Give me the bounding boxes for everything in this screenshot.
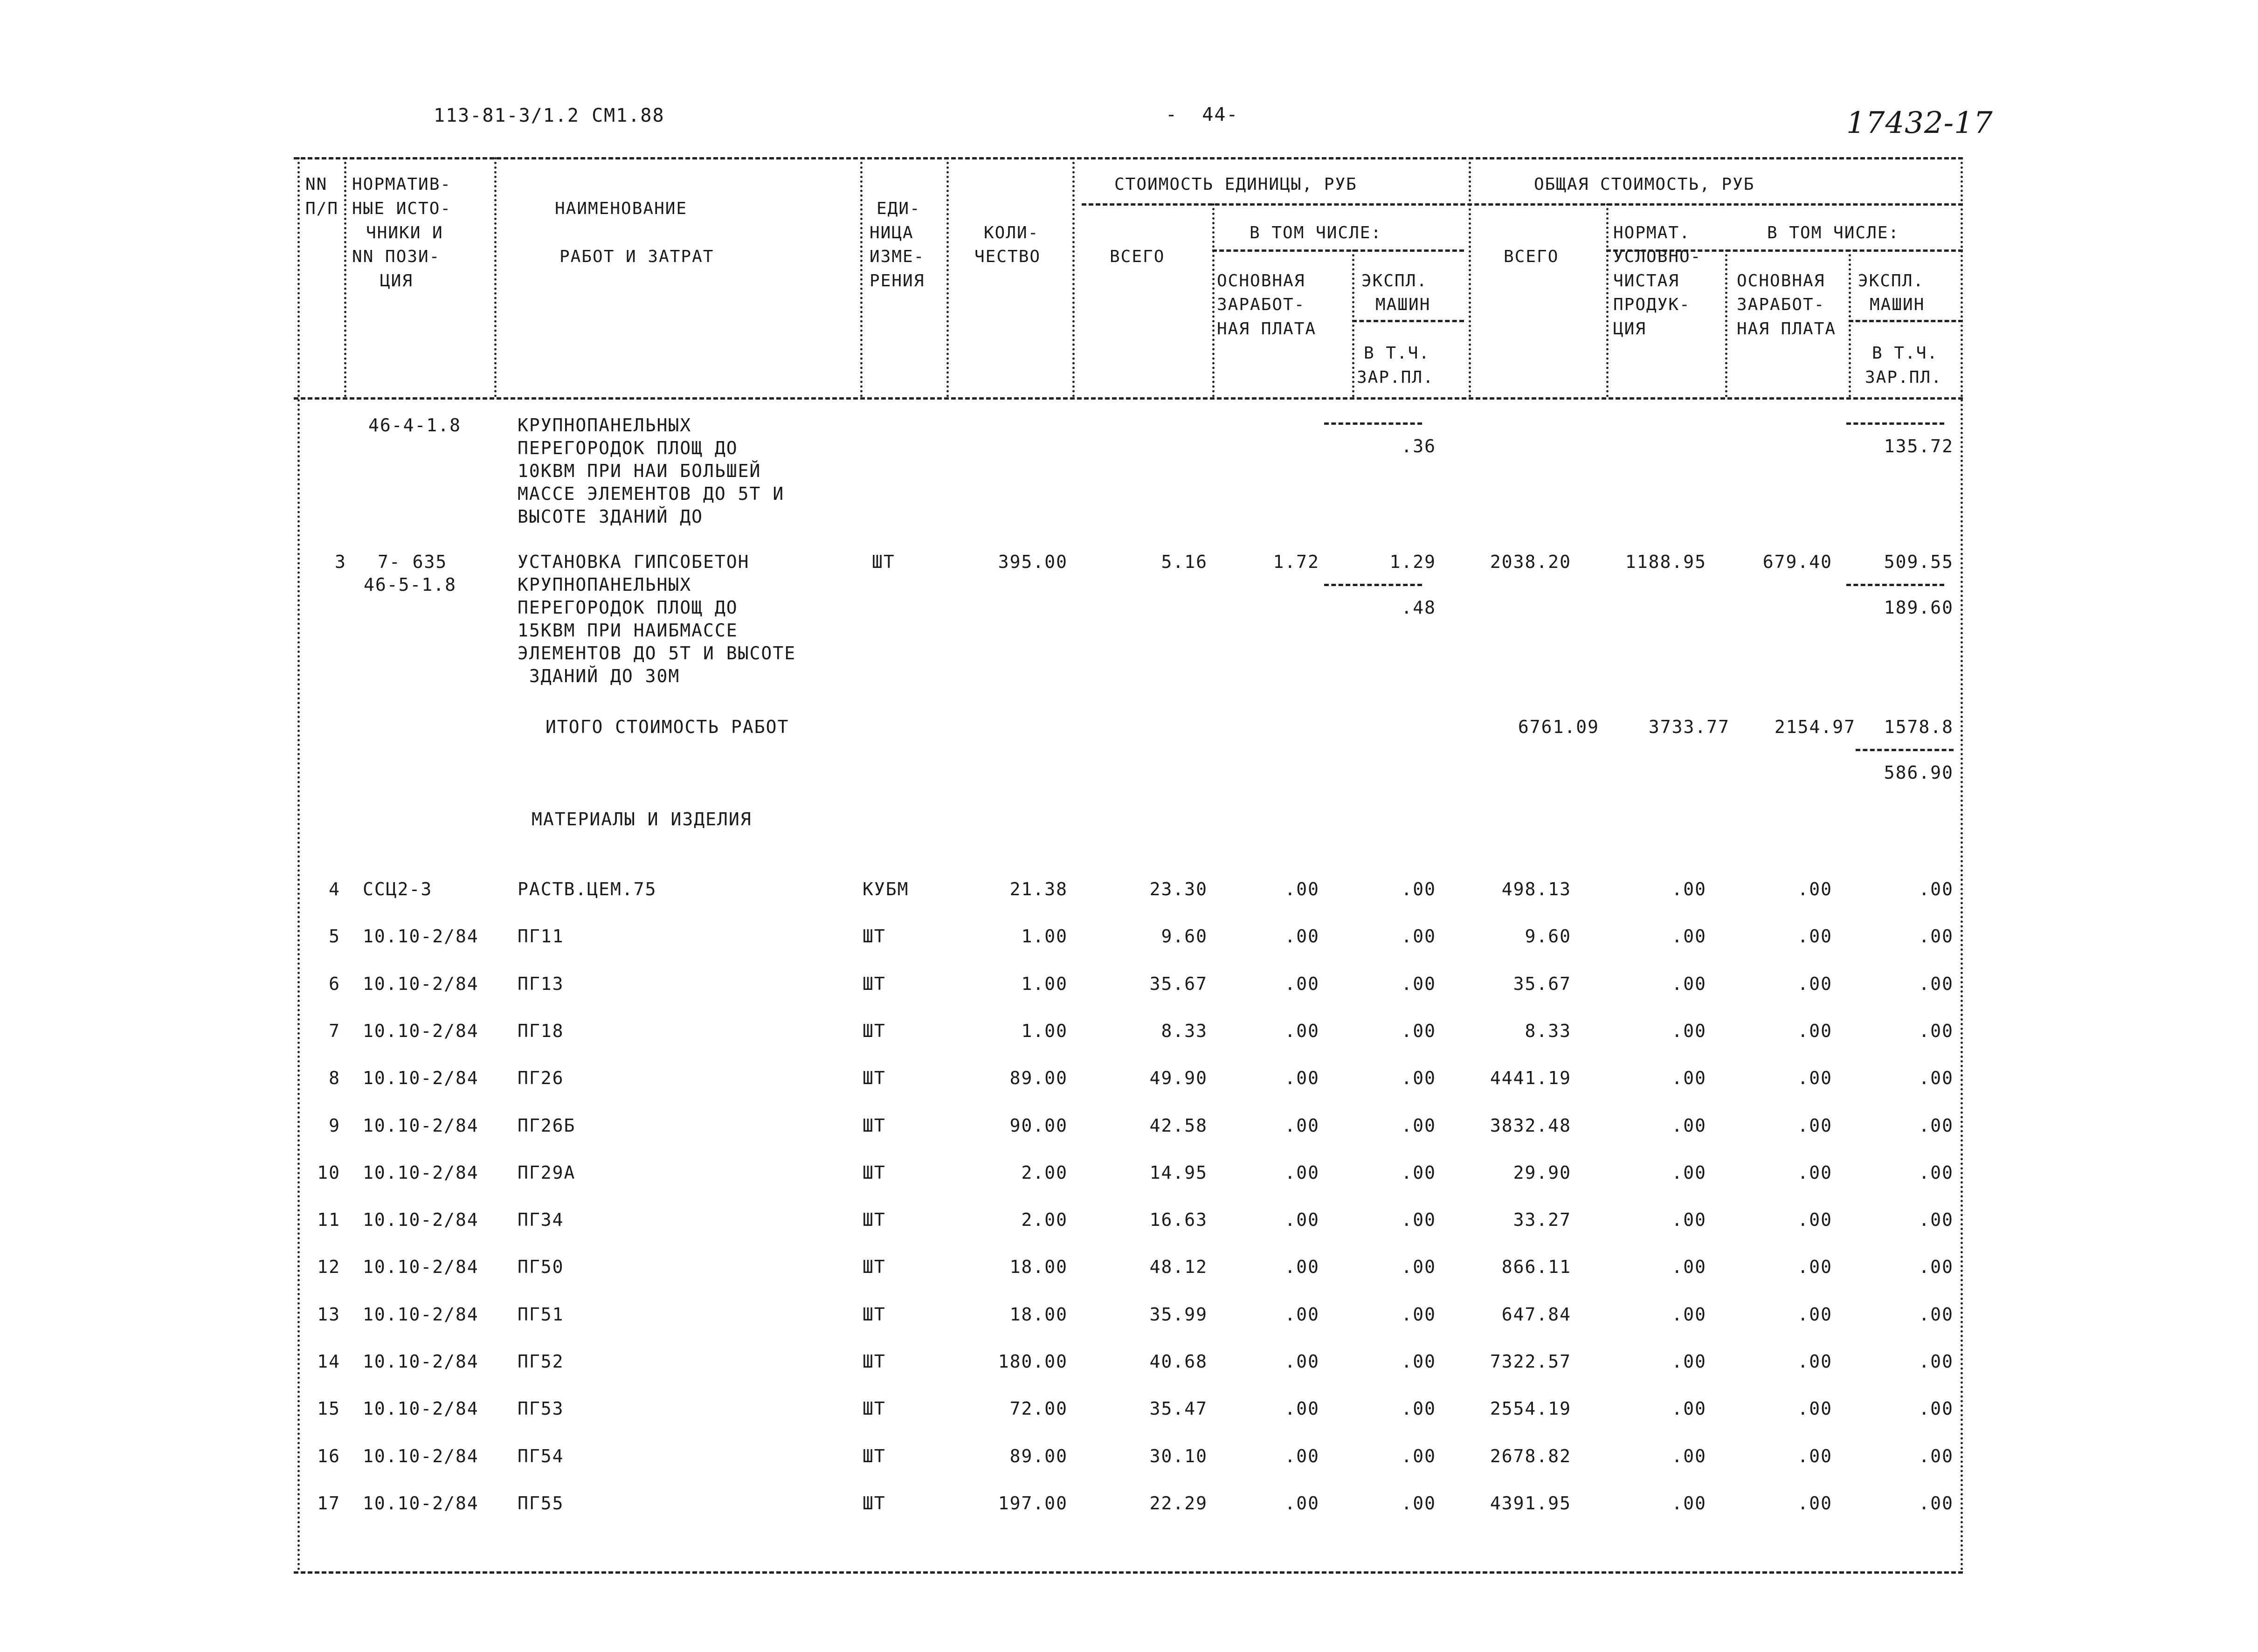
cell-t-osn: .00 [1797, 1021, 1832, 1041]
itogo-total-mash: 1578.8 [1884, 717, 1954, 737]
cell-t-osn: .00 [1797, 926, 1832, 947]
continued-norm: 46-4-1.8 [368, 415, 462, 435]
item3-total-all: 2038.20 [1490, 552, 1571, 572]
cell-t-osn: .00 [1797, 1115, 1832, 1136]
left-border [297, 157, 300, 1571]
header-total-normat-3: ЧИСТАЯ [1613, 271, 1680, 290]
cell-norm: 10.10-2/84 [363, 1493, 479, 1514]
cell-name: ПГ51 [518, 1304, 564, 1325]
right-border [1961, 157, 1963, 1571]
header-unit-osn-1: ОСНОВНАЯ [1217, 271, 1305, 290]
header-norm-4: NN ПОЗИ- [352, 247, 441, 266]
cell-t-norm: .00 [1671, 1398, 1706, 1419]
continued-total-zp: 135.72 [1884, 436, 1954, 456]
cell-name: РАСТВ.ЦЕМ.75 [518, 879, 657, 899]
materials-section-title: МАТЕРИАЛЫ И ИЗДЕЛИЯ [532, 809, 752, 829]
cell-qty: 90.00 [1009, 1115, 1068, 1136]
item3-name-6: ЗДАНИЙ ДО 30М [518, 666, 680, 686]
cell-name: ПГ13 [518, 974, 564, 994]
item3-unit: ШТ [872, 552, 895, 572]
header-total-vtch-2: ЗАР.ПЛ. [1865, 368, 1942, 387]
cell-t-mash: .00 [1919, 1115, 1954, 1136]
cell-t-norm: .00 [1671, 1210, 1706, 1230]
cell-u-osn: .00 [1284, 1446, 1319, 1466]
col-sep-nn [344, 157, 346, 397]
cell-t-norm: .00 [1671, 926, 1706, 947]
cell-u-all: 35.47 [1149, 1398, 1208, 1419]
header-total-v-tom: В ТОМ ЧИСЛЕ: [1767, 223, 1900, 242]
itogo-total-all: 6761.09 [1518, 717, 1599, 737]
cell-u-osn: .00 [1284, 879, 1319, 899]
cell-name: ПГ29А [518, 1162, 576, 1183]
cell-t-osn: .00 [1797, 1446, 1832, 1466]
cell-t-norm: .00 [1671, 1162, 1706, 1183]
item3-unit-all: 5.16 [1161, 552, 1208, 572]
cell-norm: 10.10-2/84 [363, 1304, 479, 1325]
cell-nn: 9 [329, 1115, 340, 1136]
header-total-vtch-1: В Т.Ч. [1872, 344, 1939, 363]
cell-nn: 6 [329, 974, 340, 994]
cell-qty: 72.00 [1009, 1398, 1068, 1419]
cell-unit: ШТ [863, 974, 886, 994]
cell-t-osn: .00 [1797, 1257, 1832, 1277]
total-zp-split-rule [1849, 320, 1963, 322]
cell-t-mash: .00 [1919, 879, 1954, 899]
header-unit-1: ЕДИ- [877, 199, 921, 218]
cell-nn: 13 [317, 1304, 340, 1325]
cell-u-osn: .00 [1284, 1115, 1319, 1136]
cell-qty: 180.00 [998, 1351, 1068, 1372]
cell-name: ПГ54 [518, 1446, 564, 1466]
cell-t-mash: .00 [1919, 974, 1954, 994]
item3-unit-mash: 1.29 [1389, 552, 1436, 572]
cell-u-osn: .00 [1284, 1257, 1319, 1277]
cell-u-mash: .00 [1401, 1257, 1436, 1277]
header-unit-vtch-1: В Т.Ч. [1364, 344, 1430, 363]
cell-u-osn: .00 [1284, 926, 1319, 947]
header-unit-2: НИЦА [870, 223, 914, 242]
item3-name-2: КРУПНОПАНЕЛЬНЫХ [518, 574, 692, 595]
header-total-vsego: ВСЕГО [1504, 247, 1559, 266]
cell-nn: 17 [317, 1493, 340, 1514]
item3-nn: 3 [335, 552, 346, 572]
header-unit-ekspl-2: МАШИН [1375, 295, 1431, 314]
cell-t-mash: .00 [1919, 1210, 1954, 1230]
table-bottom-rule [294, 1571, 1963, 1574]
col-sep-name [860, 157, 863, 397]
cell-norm: 10.10-2/84 [363, 1210, 479, 1230]
header-unit-osn-3: НАЯ ПЛАТА [1217, 319, 1317, 339]
cell-norm: 10.10-2/84 [363, 1351, 479, 1372]
cell-u-all: 49.90 [1149, 1068, 1208, 1088]
item3-unit-zp: .48 [1401, 597, 1436, 618]
page-number: - 44- [1166, 104, 1239, 125]
cell-qty: 197.00 [998, 1493, 1068, 1514]
item3-total-norm: 1188.95 [1625, 552, 1706, 572]
cell-t-all: 2678.82 [1490, 1446, 1571, 1466]
cell-u-mash: .00 [1401, 974, 1436, 994]
header-name-1: НАИМЕНОВАНИЕ [555, 199, 688, 218]
cell-nn: 12 [317, 1257, 340, 1277]
cell-u-osn: .00 [1284, 1210, 1319, 1230]
cell-name: ПГ52 [518, 1351, 564, 1372]
cell-u-osn: .00 [1284, 1068, 1319, 1088]
cell-unit: ШТ [863, 1115, 886, 1136]
cell-t-mash: .00 [1919, 1304, 1954, 1325]
cell-qty: 18.00 [1009, 1304, 1068, 1325]
cell-u-osn: .00 [1284, 1162, 1319, 1183]
item3-unit-zp-dash [1324, 584, 1422, 586]
header-total-normat-4: ПРОДУК- [1613, 295, 1691, 314]
cell-u-osn: .00 [1284, 1493, 1319, 1514]
cell-name: ПГ18 [518, 1021, 564, 1041]
header-total-ekspl-1: ЭКСПЛ. [1858, 271, 1925, 290]
cell-t-norm: .00 [1671, 1304, 1706, 1325]
cell-nn: 5 [329, 926, 340, 947]
item3-name-1: УСТАНОВКА ГИПСОБЕТОН [518, 552, 750, 572]
cell-t-norm: .00 [1671, 1351, 1706, 1372]
cell-t-all: 2554.19 [1490, 1398, 1571, 1419]
cell-t-norm: .00 [1671, 879, 1706, 899]
cell-nn: 8 [329, 1068, 340, 1088]
cell-qty: 2.00 [1021, 1210, 1068, 1230]
cell-norm: 10.10-2/84 [363, 926, 479, 947]
col-sep-total-all [1606, 203, 1609, 397]
header-norm-1: НОРМАТИВ- [352, 175, 452, 194]
cell-t-osn: .00 [1797, 1493, 1832, 1514]
header-norm-5: ЦИЯ [380, 271, 414, 290]
header-unit-v-tom: В ТОМ ЧИСЛЕ: [1250, 223, 1382, 242]
cell-t-all: 29.90 [1513, 1162, 1571, 1183]
cell-t-osn: .00 [1797, 974, 1832, 994]
cell-qty: 2.00 [1021, 1162, 1068, 1183]
cell-unit: ШТ [863, 1304, 886, 1325]
cell-u-all: 23.30 [1149, 879, 1208, 899]
cell-t-osn: .00 [1797, 1210, 1832, 1230]
cell-t-norm: .00 [1671, 1115, 1706, 1136]
cell-t-norm: .00 [1671, 1068, 1706, 1088]
cell-u-all: 9.60 [1161, 926, 1208, 947]
cell-unit: ШТ [863, 926, 886, 947]
header-nn-1: NN [305, 175, 328, 194]
cell-unit: ШТ [863, 1068, 886, 1088]
cell-u-all: 22.29 [1149, 1493, 1208, 1514]
cell-norm: 10.10-2/84 [363, 1115, 479, 1136]
cell-nn: 15 [317, 1398, 340, 1419]
cell-qty: 21.38 [1009, 879, 1068, 899]
table-top-rule [294, 157, 1963, 159]
cell-name: ПГ50 [518, 1257, 564, 1277]
header-unit-cost: СТОИМОСТЬ ЕДИНИЦЫ, РУБ [1114, 175, 1357, 194]
header-total-cost: ОБЩАЯ СТОИМОСТЬ, РУБ [1534, 175, 1755, 194]
cell-t-osn: .00 [1797, 1304, 1832, 1325]
cell-u-mash: .00 [1401, 1351, 1436, 1372]
itogo-label: ИТОГО СТОИМОСТЬ РАБОТ [546, 717, 789, 737]
continued-name-2: ПЕРЕГОРОДОК ПЛОЩ ДО [518, 438, 738, 458]
cell-t-all: 9.60 [1525, 926, 1571, 947]
cell-norm: 10.10-2/84 [363, 974, 479, 994]
cell-t-osn: .00 [1797, 1398, 1832, 1419]
cell-t-all: 4391.95 [1490, 1493, 1571, 1514]
cell-u-mash: .00 [1401, 1162, 1436, 1183]
cell-t-osn: .00 [1797, 1351, 1832, 1372]
cell-u-all: 8.33 [1161, 1021, 1208, 1041]
itogo-total-norm: 3733.77 [1648, 717, 1730, 737]
header-total-normat-5: ЦИЯ [1613, 319, 1647, 339]
col-sep-total-norm [1725, 249, 1727, 397]
header-norm-2: НЫЕ ИСТО- [352, 199, 452, 218]
cell-unit: ШТ [863, 1398, 886, 1419]
cell-u-osn: .00 [1284, 1021, 1319, 1041]
cell-qty: 18.00 [1009, 1257, 1068, 1277]
cell-unit: ШТ [863, 1210, 886, 1230]
document-code: 113-81-3/1.2 СМ1.88 [434, 105, 665, 126]
handwritten-number: 17432-17 [1846, 106, 1993, 140]
cell-t-mash: .00 [1919, 1493, 1954, 1514]
cell-name: ПГ34 [518, 1210, 564, 1230]
cell-u-mash: .00 [1401, 1493, 1436, 1514]
cell-t-osn: .00 [1797, 1162, 1832, 1183]
cell-norm: 10.10-2/84 [363, 1021, 479, 1041]
cell-u-all: 14.95 [1149, 1162, 1208, 1183]
header-total-osn-1: ОСНОВНАЯ [1737, 271, 1825, 290]
cell-nn: 16 [317, 1446, 340, 1466]
cell-norm: 10.10-2/84 [363, 1068, 479, 1088]
cell-t-mash: .00 [1919, 1068, 1954, 1088]
header-norm-3: ЧНИКИ И [366, 223, 443, 242]
item3-name-3: ПЕРЕГОРОДОК ПЛОЩ ДО [518, 597, 738, 618]
itogo-total-zp: 586.90 [1884, 762, 1954, 783]
cell-u-mash: .00 [1401, 1068, 1436, 1088]
cell-t-osn: .00 [1797, 1068, 1832, 1088]
cell-t-norm: .00 [1671, 1257, 1706, 1277]
cell-u-osn: .00 [1284, 1398, 1319, 1419]
cell-t-all: 3832.48 [1490, 1115, 1571, 1136]
total-zp-dash [1846, 422, 1944, 425]
cell-norm: 10.10-2/84 [363, 1257, 479, 1277]
cell-t-mash: .00 [1919, 1446, 1954, 1466]
continued-name-5: ВЫСОТЕ ЗДАНИЙ ДО [518, 506, 704, 527]
continued-name-3: 10КВМ ПРИ НАИ БОЛЬШЕЙ [518, 461, 761, 481]
cell-u-all: 35.67 [1149, 974, 1208, 994]
item3-total-zp-dash [1846, 584, 1944, 586]
cell-u-all: 40.68 [1149, 1351, 1208, 1372]
header-unit-4: РЕНИЯ [870, 271, 925, 290]
header-unit-3: ИЗМЕ- [870, 247, 925, 266]
cell-t-all: 33.27 [1513, 1210, 1571, 1230]
item3-name-5: ЭЛЕМЕНТОВ ДО 5Т И ВЫСОТЕ [518, 643, 796, 664]
unit-cost-split-rule [1212, 249, 1464, 252]
header-total-osn-3: НАЯ ПЛАТА [1737, 319, 1837, 339]
cell-qty: 1.00 [1021, 974, 1068, 994]
header-qty-1: КОЛИ- [984, 223, 1039, 242]
cell-t-all: 8.33 [1525, 1021, 1571, 1041]
cell-t-norm: .00 [1671, 974, 1706, 994]
cell-name: ПГ26Б [518, 1115, 576, 1136]
cell-u-mash: .00 [1401, 1021, 1436, 1041]
cell-name: ПГ55 [518, 1493, 564, 1514]
cell-t-osn: .00 [1797, 879, 1832, 899]
col-sep-unit-all [1212, 203, 1215, 397]
cell-unit: ШТ [863, 1162, 886, 1183]
item3-total-osn: 679.40 [1762, 552, 1832, 572]
col-sep-norm [494, 157, 497, 397]
cell-t-mash: .00 [1919, 1257, 1954, 1277]
col-sep-total-osn [1849, 249, 1851, 397]
item3-unit-osn: 1.72 [1273, 552, 1319, 572]
cell-u-all: 42.58 [1149, 1115, 1208, 1136]
cell-t-mash: .00 [1919, 1021, 1954, 1041]
continued-name-4: МАССЕ ЭЛЕМЕНТОВ ДО 5Т И [518, 484, 785, 504]
cell-u-mash: .00 [1401, 1115, 1436, 1136]
cell-u-all: 16.63 [1149, 1210, 1208, 1230]
header-total-osn-2: ЗАРАБОТ- [1737, 295, 1825, 314]
cell-nn: 11 [317, 1210, 340, 1230]
cell-unit: ШТ [863, 1493, 886, 1514]
header-name-2: РАБОТ И ЗАТРАТ [559, 247, 714, 266]
header-bottom-rule [294, 397, 1963, 400]
header-qty-2: ЧЕСТВО [974, 247, 1041, 266]
item3-total-zp: 189.60 [1884, 597, 1954, 618]
cell-unit: ШТ [863, 1021, 886, 1041]
cell-unit: КУБМ [863, 879, 909, 899]
cell-u-mash: .00 [1401, 1398, 1436, 1419]
continued-name-1: КРУПНОПАНЕЛЬНЫХ [518, 415, 692, 435]
cell-t-mash: .00 [1919, 926, 1954, 947]
cell-name: ПГ53 [518, 1398, 564, 1419]
itogo-zp-dash [1856, 749, 1954, 751]
cell-t-all: 647.84 [1501, 1304, 1571, 1325]
cell-u-osn: .00 [1284, 1304, 1319, 1325]
cell-nn: 7 [329, 1021, 340, 1041]
cell-nn: 14 [317, 1351, 340, 1372]
cell-u-all: 48.12 [1149, 1257, 1208, 1277]
cell-t-all: 498.13 [1501, 879, 1571, 899]
cell-unit: ШТ [863, 1446, 886, 1466]
cell-t-mash: .00 [1919, 1162, 1954, 1183]
cell-u-mash: .00 [1401, 926, 1436, 947]
cell-t-norm: .00 [1671, 1021, 1706, 1041]
cell-u-all: 35.99 [1149, 1304, 1208, 1325]
cell-t-all: 866.11 [1501, 1257, 1571, 1277]
cell-t-mash: .00 [1919, 1351, 1954, 1372]
cell-unit: ШТ [863, 1257, 886, 1277]
col-sep-unit-cost [1469, 157, 1471, 397]
item3-total-mash: 509.55 [1884, 552, 1954, 572]
header-total-ekspl-2: МАШИН [1870, 295, 1925, 314]
cell-unit: ШТ [863, 1351, 886, 1372]
cell-nn: 4 [329, 879, 340, 899]
cell-u-mash: .00 [1401, 1304, 1436, 1325]
itogo-total-osn: 2154.97 [1774, 717, 1856, 737]
item3-norm2: 46-5-1.8 [364, 574, 457, 595]
cell-u-osn: .00 [1284, 1351, 1319, 1372]
col-sep-unit-osn [1352, 249, 1354, 397]
cell-u-osn: .00 [1284, 974, 1319, 994]
header-total-normat-1: НОРМАТ. [1613, 223, 1691, 242]
continued-unit-zp: .36 [1401, 436, 1436, 456]
cell-qty: 1.00 [1021, 926, 1068, 947]
cell-u-mash: .00 [1401, 879, 1436, 899]
header-total-normat-2: УСЛОВНО- [1613, 247, 1702, 266]
item3-norm: 7- 635 [378, 552, 448, 572]
cell-u-mash: .00 [1401, 1210, 1436, 1230]
unit-zp-split-rule [1352, 320, 1464, 322]
item3-qty: 395.00 [998, 552, 1068, 572]
col-sep-qty [1072, 157, 1075, 397]
header-unit-ekspl-1: ЭКСПЛ. [1361, 271, 1428, 290]
cell-qty: 1.00 [1021, 1021, 1068, 1041]
cell-t-norm: .00 [1671, 1493, 1706, 1514]
cell-t-all: 7322.57 [1490, 1351, 1571, 1372]
cell-t-all: 35.67 [1513, 974, 1571, 994]
cell-name: ПГ11 [518, 926, 564, 947]
header-nn-2: П/П [305, 199, 339, 218]
cell-qty: 89.00 [1009, 1068, 1068, 1088]
cell-qty: 89.00 [1009, 1446, 1068, 1466]
header-unit-osn-2: ЗАРАБОТ- [1217, 295, 1305, 314]
cell-norm: ССЦ2-3 [363, 879, 433, 899]
cell-norm: 10.10-2/84 [363, 1446, 479, 1466]
cell-norm: 10.10-2/84 [363, 1162, 479, 1183]
item3-name-4: 15КВМ ПРИ НАИБМАССЕ [518, 620, 738, 641]
cell-norm: 10.10-2/84 [363, 1398, 479, 1419]
cell-t-mash: .00 [1919, 1398, 1954, 1419]
cell-name: ПГ26 [518, 1068, 564, 1088]
header-unit-vsego: ВСЕГО [1110, 247, 1165, 266]
unit-zp-dash [1324, 422, 1422, 425]
col-sep-unit [946, 157, 949, 397]
cell-t-norm: .00 [1671, 1446, 1706, 1466]
cell-nn: 10 [317, 1162, 340, 1183]
cell-t-all: 4441.19 [1490, 1068, 1571, 1088]
cell-u-mash: .00 [1401, 1446, 1436, 1466]
cell-u-all: 30.10 [1149, 1446, 1208, 1466]
header-unit-vtch-2: ЗАР.ПЛ. [1357, 368, 1434, 387]
